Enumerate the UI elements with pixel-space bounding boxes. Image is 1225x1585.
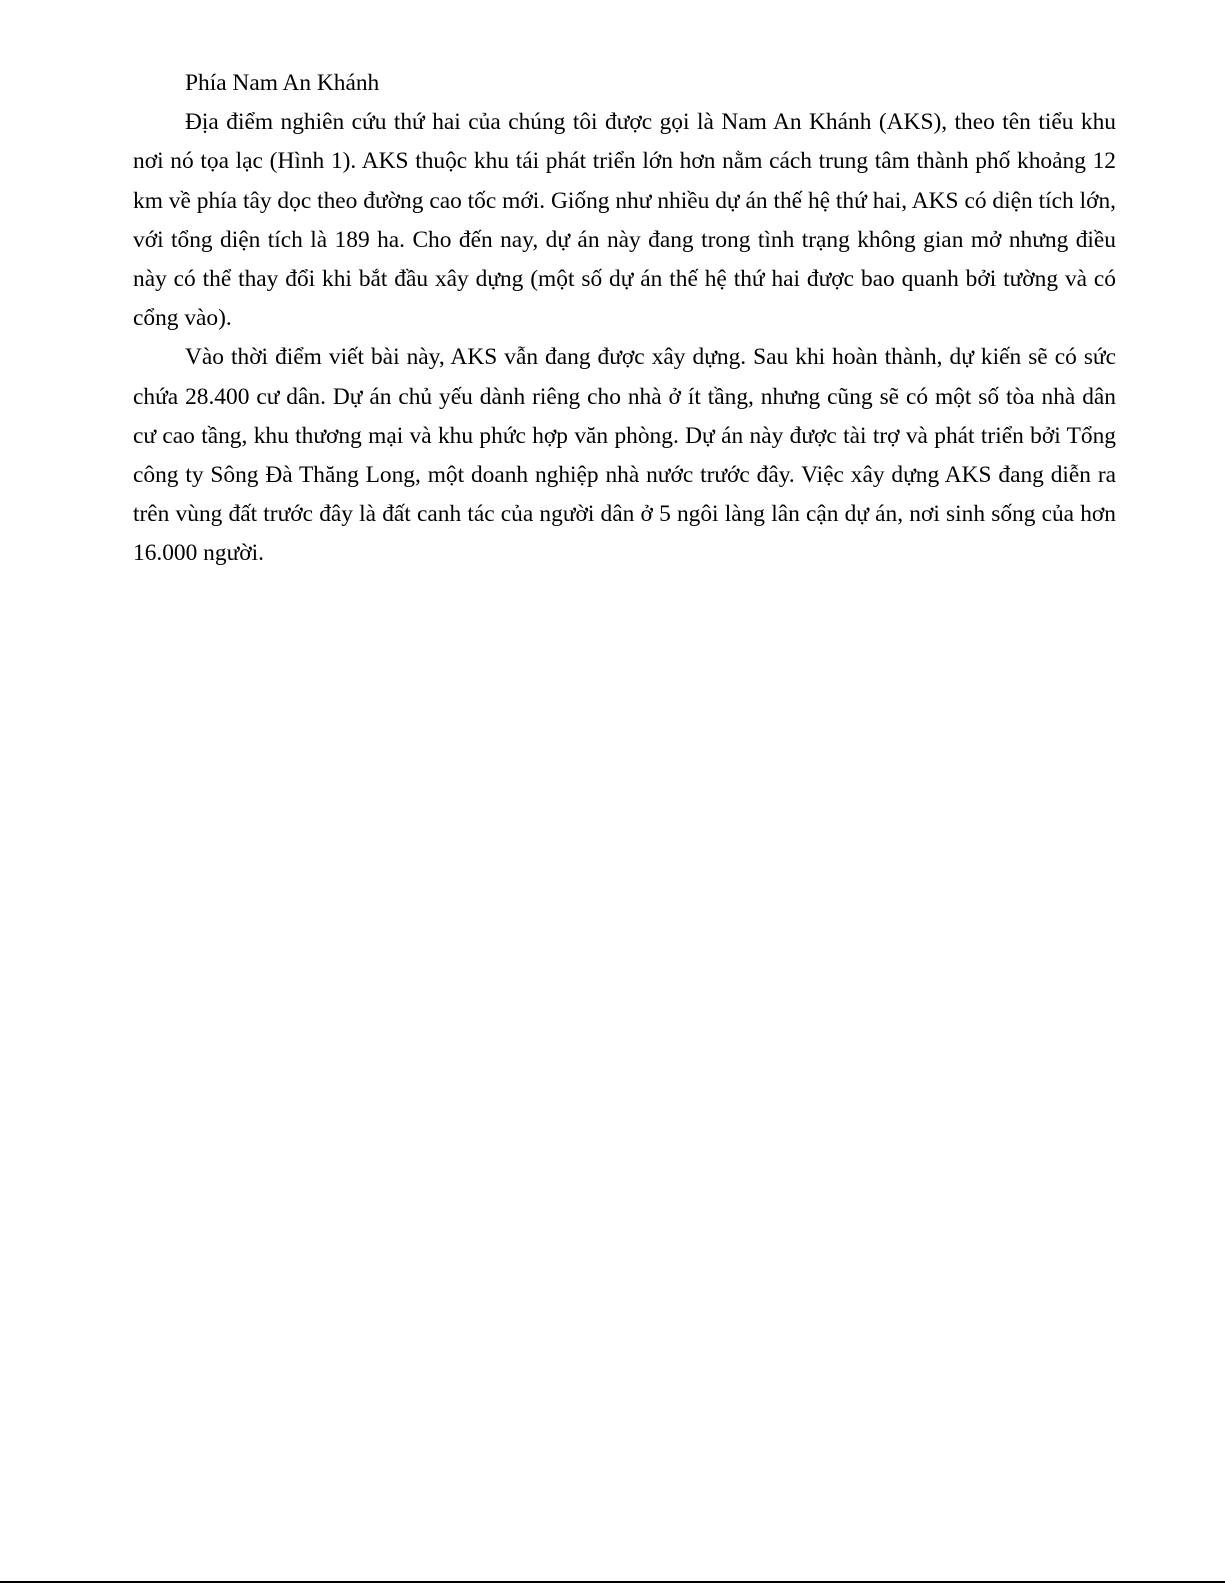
paragraph-2: Vào thời điểm viết bài này, AKS vẫn đang được xây dựng. Sau khi hoàn thành, dự kiến sẽ có sức chứa 28.400 cư dân. Dự án chủ yếu dành riêng cho nhà ở ít tầng, nhưng cũng sẽ có một số tòa nhà dân cư cao tầng, khu thương mại và khu phức hợp văn phòng. Dự án này được tài trợ và phát triển bởi Tổng công ty Sông Đà Thăng Long, một doanh nghiệp nhà nước trước đây. Việc xây dựng AKS đang diễn ra trên vùng đất trước đây là đất canh tác của người dân ở 5 ngôi làng lân cận dự án, nơi sinh sống của hơn 16.000 người.	[133, 344, 1116, 567]
section-heading: Phía Nam An Khánh	[185, 70, 380, 96]
paragraph-1: Địa điểm nghiên cứu thứ hai của chúng tôi được gọi là Nam An Khánh (AKS), theo tên tiểu khu nơi nó tọa lạc (Hình 1). AKS thuộc khu tái phát triển lớn hơn nằm cách trung tâm thành phố khoảng 12 km về phía tây dọc theo đường cao tốc mới. Giống như nhiều dự án thế hệ thứ hai, AKS có diện tích lớn, với tổng diện tích là 189 ha. Cho đến nay, dự án này đang trong tình trạng không gian mở nhưng điều này có thể thay đổi khi bắt đầu xây dựng (một số dự án thế hệ thứ hai được bao quanh bởi tường và có cổng vào).	[133, 109, 1116, 332]
page-bottom-divider	[0, 1581, 1225, 1583]
document-body	[133, 64, 1116, 574]
